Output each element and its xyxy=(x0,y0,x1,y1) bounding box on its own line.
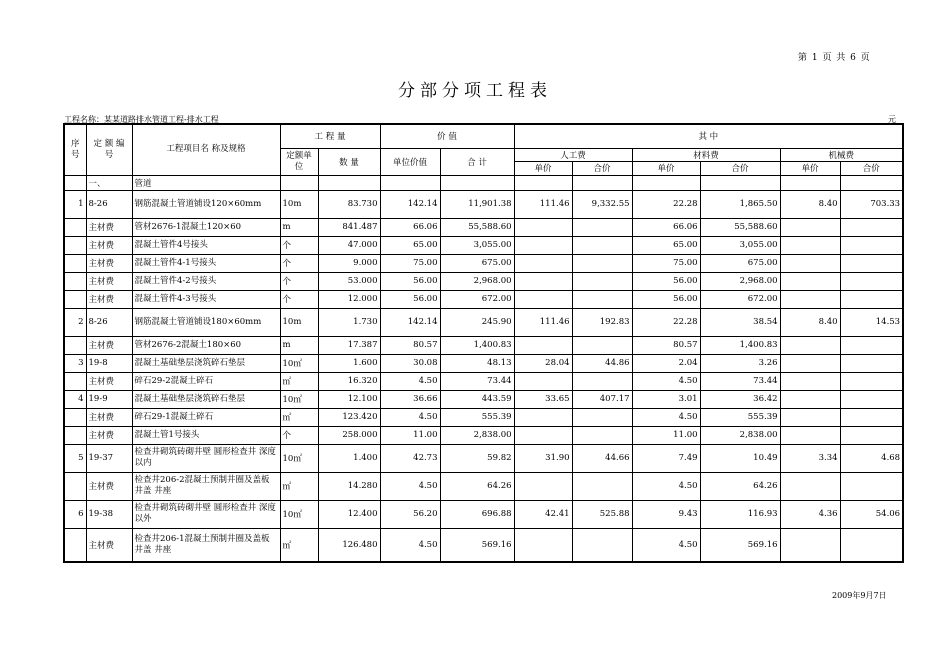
table-row xyxy=(64,372,903,390)
row-total: 245.90 xyxy=(440,308,514,336)
row-material-total: 116.93 xyxy=(700,500,780,528)
header-labor-unit: 单价 xyxy=(514,161,572,175)
row-code: 19-8 xyxy=(86,354,132,372)
row-name: 混凝土管件4-3号接头 xyxy=(132,290,280,308)
row-qty: 12.400 xyxy=(318,500,380,528)
row-total: 55,588.60 xyxy=(440,218,514,236)
footer-date: 2009年9月7日 xyxy=(832,591,887,600)
row-unit: ㎡ xyxy=(280,372,318,390)
row-labor-total xyxy=(572,290,632,308)
row-labor-total xyxy=(572,472,632,500)
row-unit-value: 4.50 xyxy=(380,372,440,390)
row-total: 1,400.83 xyxy=(440,336,514,354)
row-machine-unit xyxy=(780,290,840,308)
row-labor-total: 192.83 xyxy=(572,308,632,336)
row-seq: 2 xyxy=(64,308,86,336)
estimate-table xyxy=(63,123,904,563)
row-unit-value: 80.57 xyxy=(380,336,440,354)
page-indicator: 第 1 页 共 6 页 xyxy=(798,53,871,63)
row-total: 443.59 xyxy=(440,390,514,408)
row-machine-total xyxy=(840,336,903,354)
row-unit-value: 75.00 xyxy=(380,254,440,272)
row-machine-total xyxy=(840,372,903,390)
header-machine-unit: 单价 xyxy=(780,161,840,175)
table-row xyxy=(64,190,903,218)
row-machine-total xyxy=(840,354,903,372)
row-labor-total xyxy=(572,372,632,390)
row-material-total: 3.26 xyxy=(700,354,780,372)
row-unit: 个 xyxy=(280,426,318,444)
header-material-unit: 单价 xyxy=(632,161,700,175)
row-qty: 12.000 xyxy=(318,290,380,308)
row-unit: 个 xyxy=(280,254,318,272)
row-unit-value: 65.00 xyxy=(380,236,440,254)
row-unit: 10㎡ xyxy=(280,444,318,472)
row-qty: 9.000 xyxy=(318,254,380,272)
row-machine-unit xyxy=(780,372,840,390)
row-unit: 10m xyxy=(280,308,318,336)
row-machine-unit xyxy=(780,390,840,408)
table-row xyxy=(64,472,903,500)
row-code: 19-38 xyxy=(86,500,132,528)
header-material: 材料费 xyxy=(632,148,780,161)
row-labor-total: 525.88 xyxy=(572,500,632,528)
row-name: 混凝土管1号接头 xyxy=(132,426,280,444)
row-total: 48.13 xyxy=(440,354,514,372)
row-machine-unit xyxy=(780,254,840,272)
row-unit: 个 xyxy=(280,236,318,254)
row-material-unit: 4.50 xyxy=(632,472,700,500)
row-labor-unit xyxy=(514,236,572,254)
row-name: 碎石29-2混凝土碎石 xyxy=(132,372,280,390)
row-unit: m xyxy=(280,218,318,236)
row-material-unit: 56.00 xyxy=(632,272,700,290)
row-name: 混凝土管件4号接头 xyxy=(132,236,280,254)
row-name: 碎石29-1混凝土碎石 xyxy=(132,408,280,426)
table-row xyxy=(64,426,903,444)
row-machine-unit xyxy=(780,218,840,236)
row-machine-total: 14.53 xyxy=(840,308,903,336)
row-labor-total xyxy=(572,336,632,354)
row-qty: 47.000 xyxy=(318,236,380,254)
row-machine-total xyxy=(840,390,903,408)
row-material-unit: 66.06 xyxy=(632,218,700,236)
row-machine-total: 703.33 xyxy=(840,190,903,218)
table-row xyxy=(64,354,903,372)
row-unit-value: 30.08 xyxy=(380,354,440,372)
row-qty: 14.280 xyxy=(318,472,380,500)
row-machine-total xyxy=(840,218,903,236)
row-labor-unit xyxy=(514,290,572,308)
row-unit: ㎡ xyxy=(280,472,318,500)
section-name: 管道 xyxy=(132,175,280,190)
row-seq xyxy=(64,528,86,562)
row-seq xyxy=(64,336,86,354)
row-labor-unit xyxy=(514,528,572,562)
row-labor-unit xyxy=(514,218,572,236)
row-machine-total: 54.06 xyxy=(840,500,903,528)
row-code: 主材费 xyxy=(86,254,132,272)
row-unit-value: 66.06 xyxy=(380,218,440,236)
row-name: 混凝土基础垫层浇筑碎石垫层 xyxy=(132,390,280,408)
row-name: 检查井206-2混凝土预制井圈及盖板 井盖 井座 xyxy=(132,472,280,500)
row-code: 主材费 xyxy=(86,336,132,354)
section-row xyxy=(64,175,903,190)
header-components-group: 其 中 xyxy=(514,124,903,148)
row-labor-unit xyxy=(514,372,572,390)
header-labor-total: 合价 xyxy=(572,161,632,175)
row-total: 64.26 xyxy=(440,472,514,500)
row-machine-unit xyxy=(780,472,840,500)
row-qty: 258.000 xyxy=(318,426,380,444)
row-code: 19-9 xyxy=(86,390,132,408)
row-name: 检查井206-1混凝土预制井圈及盖板 井盖 井座 xyxy=(132,528,280,562)
row-machine-unit: 4.36 xyxy=(780,500,840,528)
row-material-unit: 2.04 xyxy=(632,354,700,372)
row-seq xyxy=(64,236,86,254)
row-total: 569.16 xyxy=(440,528,514,562)
row-material-total: 569.16 xyxy=(700,528,780,562)
row-qty: 83.730 xyxy=(318,190,380,218)
row-machine-unit xyxy=(780,236,840,254)
row-total: 73.44 xyxy=(440,372,514,390)
row-machine-unit xyxy=(780,336,840,354)
row-code: 主材费 xyxy=(86,372,132,390)
row-labor-unit: 33.65 xyxy=(514,390,572,408)
row-material-unit: 22.28 xyxy=(632,308,700,336)
row-machine-total xyxy=(840,236,903,254)
row-code: 8-26 xyxy=(86,308,132,336)
table-row xyxy=(64,336,903,354)
row-machine-unit xyxy=(780,528,840,562)
row-labor-unit xyxy=(514,336,572,354)
row-qty: 1.400 xyxy=(318,444,380,472)
header-material-total: 合价 xyxy=(700,161,780,175)
row-unit-value: 142.14 xyxy=(380,308,440,336)
row-qty: 53.000 xyxy=(318,272,380,290)
row-name: 钢筋混凝土管道铺设120×60mm xyxy=(132,190,280,218)
header-machine: 机械费 xyxy=(780,148,903,161)
row-material-total: 64.26 xyxy=(700,472,780,500)
currency-unit: 元 xyxy=(888,115,896,124)
row-machine-total xyxy=(840,290,903,308)
table-row xyxy=(64,408,903,426)
row-machine-total xyxy=(840,272,903,290)
row-labor-unit: 111.46 xyxy=(514,190,572,218)
row-material-total: 55,588.60 xyxy=(700,218,780,236)
project-name: 工程名称：某某道路排水管道工程-排水工程 xyxy=(64,115,219,124)
row-material-total: 672.00 xyxy=(700,290,780,308)
row-material-total: 675.00 xyxy=(700,254,780,272)
table-row xyxy=(64,272,903,290)
header-total: 合 计 xyxy=(440,148,514,175)
row-machine-total xyxy=(840,472,903,500)
row-material-unit: 3.01 xyxy=(632,390,700,408)
row-name: 混凝土管件4-1号接头 xyxy=(132,254,280,272)
row-unit-value: 4.50 xyxy=(380,528,440,562)
row-labor-total xyxy=(572,254,632,272)
row-qty: 16.320 xyxy=(318,372,380,390)
header-code: 定 额 编 号 xyxy=(86,124,132,175)
row-code: 主材费 xyxy=(86,472,132,500)
row-total: 3,055.00 xyxy=(440,236,514,254)
row-machine-unit xyxy=(780,426,840,444)
row-machine-total xyxy=(840,254,903,272)
row-material-unit: 9.43 xyxy=(632,500,700,528)
row-name: 检查井砌筑砖砌井壁 圆形检查井 深度 以内 xyxy=(132,444,280,472)
row-seq: 6 xyxy=(64,500,86,528)
row-unit-value: 42.73 xyxy=(380,444,440,472)
row-unit: 个 xyxy=(280,272,318,290)
row-machine-unit xyxy=(780,354,840,372)
row-seq xyxy=(64,426,86,444)
header-value-group: 价 值 xyxy=(380,124,514,148)
section-code: 一、 xyxy=(86,175,132,190)
row-unit-value: 142.14 xyxy=(380,190,440,218)
row-material-unit: 11.00 xyxy=(632,426,700,444)
row-material-total: 3,055.00 xyxy=(700,236,780,254)
table-row xyxy=(64,390,903,408)
row-unit: 10㎡ xyxy=(280,500,318,528)
row-material-unit: 75.00 xyxy=(632,254,700,272)
row-qty: 17.387 xyxy=(318,336,380,354)
row-labor-unit xyxy=(514,408,572,426)
row-machine-total xyxy=(840,528,903,562)
row-machine-unit: 8.40 xyxy=(780,308,840,336)
row-material-unit: 4.50 xyxy=(632,372,700,390)
row-name: 钢筋混凝土管道铺设180×60mm xyxy=(132,308,280,336)
table-row xyxy=(64,308,903,336)
row-code: 主材费 xyxy=(86,290,132,308)
row-total: 672.00 xyxy=(440,290,514,308)
row-qty: 1.730 xyxy=(318,308,380,336)
row-material-unit: 80.57 xyxy=(632,336,700,354)
row-labor-total xyxy=(572,236,632,254)
row-machine-unit xyxy=(780,272,840,290)
row-total: 2,838.00 xyxy=(440,426,514,444)
row-labor-unit: 28.04 xyxy=(514,354,572,372)
row-labor-total xyxy=(572,408,632,426)
row-unit: 10㎡ xyxy=(280,390,318,408)
row-code: 8-26 xyxy=(86,190,132,218)
row-material-total: 10.49 xyxy=(700,444,780,472)
row-labor-total xyxy=(572,218,632,236)
row-material-total: 2,968.00 xyxy=(700,272,780,290)
row-seq xyxy=(64,290,86,308)
row-labor-unit: 42.41 xyxy=(514,500,572,528)
row-name: 混凝土基础垫层浇筑碎石垫层 xyxy=(132,354,280,372)
row-material-total: 555.39 xyxy=(700,408,780,426)
row-machine-unit: 3.34 xyxy=(780,444,840,472)
row-seq xyxy=(64,272,86,290)
row-qty: 123.420 xyxy=(318,408,380,426)
row-seq xyxy=(64,372,86,390)
row-qty: 1.600 xyxy=(318,354,380,372)
row-labor-unit xyxy=(514,426,572,444)
row-material-unit: 65.00 xyxy=(632,236,700,254)
row-labor-unit xyxy=(514,254,572,272)
row-qty: 841.487 xyxy=(318,218,380,236)
row-labor-total: 44.66 xyxy=(572,444,632,472)
row-unit-value: 4.50 xyxy=(380,472,440,500)
header-qty-unit: 定额单 位 xyxy=(280,148,318,175)
row-material-unit: 7.49 xyxy=(632,444,700,472)
row-unit-value: 56.00 xyxy=(380,272,440,290)
row-labor-unit xyxy=(514,272,572,290)
header-seq: 序 号 xyxy=(64,124,86,175)
row-labor-total xyxy=(572,528,632,562)
row-material-total: 1,865.50 xyxy=(700,190,780,218)
row-code: 主材费 xyxy=(86,528,132,562)
header-machine-total: 合价 xyxy=(840,161,903,175)
header-qty-num: 数 量 xyxy=(318,148,380,175)
row-labor-unit: 111.46 xyxy=(514,308,572,336)
row-seq xyxy=(64,408,86,426)
table-row xyxy=(64,236,903,254)
table-row xyxy=(64,500,903,528)
row-total: 59.82 xyxy=(440,444,514,472)
row-unit-value: 56.00 xyxy=(380,290,440,308)
row-labor-unit xyxy=(514,472,572,500)
row-machine-total xyxy=(840,426,903,444)
row-unit-value: 4.50 xyxy=(380,408,440,426)
row-material-total: 2,838.00 xyxy=(700,426,780,444)
row-total: 696.88 xyxy=(440,500,514,528)
header-qty-group: 工 程 量 xyxy=(280,124,380,148)
row-code: 主材费 xyxy=(86,218,132,236)
row-labor-total xyxy=(572,426,632,444)
row-seq: 1 xyxy=(64,190,86,218)
row-code: 主材费 xyxy=(86,272,132,290)
row-machine-unit: 8.40 xyxy=(780,190,840,218)
row-material-total: 36.42 xyxy=(700,390,780,408)
table-row xyxy=(64,528,903,562)
row-code: 19-37 xyxy=(86,444,132,472)
table-row xyxy=(64,290,903,308)
row-unit: ㎡ xyxy=(280,408,318,426)
row-labor-unit: 31.90 xyxy=(514,444,572,472)
row-seq xyxy=(64,472,86,500)
row-name: 管材2676-2混凝土180×60 xyxy=(132,336,280,354)
document-title: 分部分项工程表 xyxy=(398,81,552,101)
row-seq: 5 xyxy=(64,444,86,472)
row-seq xyxy=(64,218,86,236)
row-machine-total xyxy=(840,408,903,426)
row-unit: 个 xyxy=(280,290,318,308)
row-material-total: 73.44 xyxy=(700,372,780,390)
row-name: 管材2676-1混凝土120×60 xyxy=(132,218,280,236)
row-machine-total: 4.68 xyxy=(840,444,903,472)
row-seq: 4 xyxy=(64,390,86,408)
row-unit-value: 56.20 xyxy=(380,500,440,528)
row-material-total: 38.54 xyxy=(700,308,780,336)
row-name: 混凝土管件4-2号接头 xyxy=(132,272,280,290)
row-material-total: 1,400.83 xyxy=(700,336,780,354)
row-material-unit: 22.28 xyxy=(632,190,700,218)
row-unit-value: 11.00 xyxy=(380,426,440,444)
row-labor-total: 44.86 xyxy=(572,354,632,372)
row-seq: 3 xyxy=(64,354,86,372)
row-unit: m xyxy=(280,336,318,354)
header-labor: 人工费 xyxy=(514,148,632,161)
row-unit: ㎡ xyxy=(280,528,318,562)
row-total: 555.39 xyxy=(440,408,514,426)
row-name: 检查井砌筑砖砌井壁 圆形检查井 深度 以外 xyxy=(132,500,280,528)
row-qty: 12.100 xyxy=(318,390,380,408)
header-unit-value: 单位价值 xyxy=(380,148,440,175)
row-unit-value: 36.66 xyxy=(380,390,440,408)
row-code: 主材费 xyxy=(86,236,132,254)
row-material-unit: 4.50 xyxy=(632,528,700,562)
row-unit: 10m xyxy=(280,190,318,218)
row-unit: 10㎡ xyxy=(280,354,318,372)
row-material-unit: 4.50 xyxy=(632,408,700,426)
table-row xyxy=(64,218,903,236)
row-labor-total: 9,332.55 xyxy=(572,190,632,218)
row-code: 主材费 xyxy=(86,408,132,426)
table-row xyxy=(64,444,903,472)
row-total: 2,968.00 xyxy=(440,272,514,290)
row-machine-unit xyxy=(780,408,840,426)
table-row xyxy=(64,254,903,272)
row-labor-total xyxy=(572,272,632,290)
row-material-unit: 56.00 xyxy=(632,290,700,308)
row-total: 11,901.38 xyxy=(440,190,514,218)
row-code: 主材费 xyxy=(86,426,132,444)
row-seq xyxy=(64,254,86,272)
header-name: 工程项目名 称及规格 xyxy=(132,124,280,175)
row-qty: 126.480 xyxy=(318,528,380,562)
row-labor-total: 407.17 xyxy=(572,390,632,408)
row-total: 675.00 xyxy=(440,254,514,272)
